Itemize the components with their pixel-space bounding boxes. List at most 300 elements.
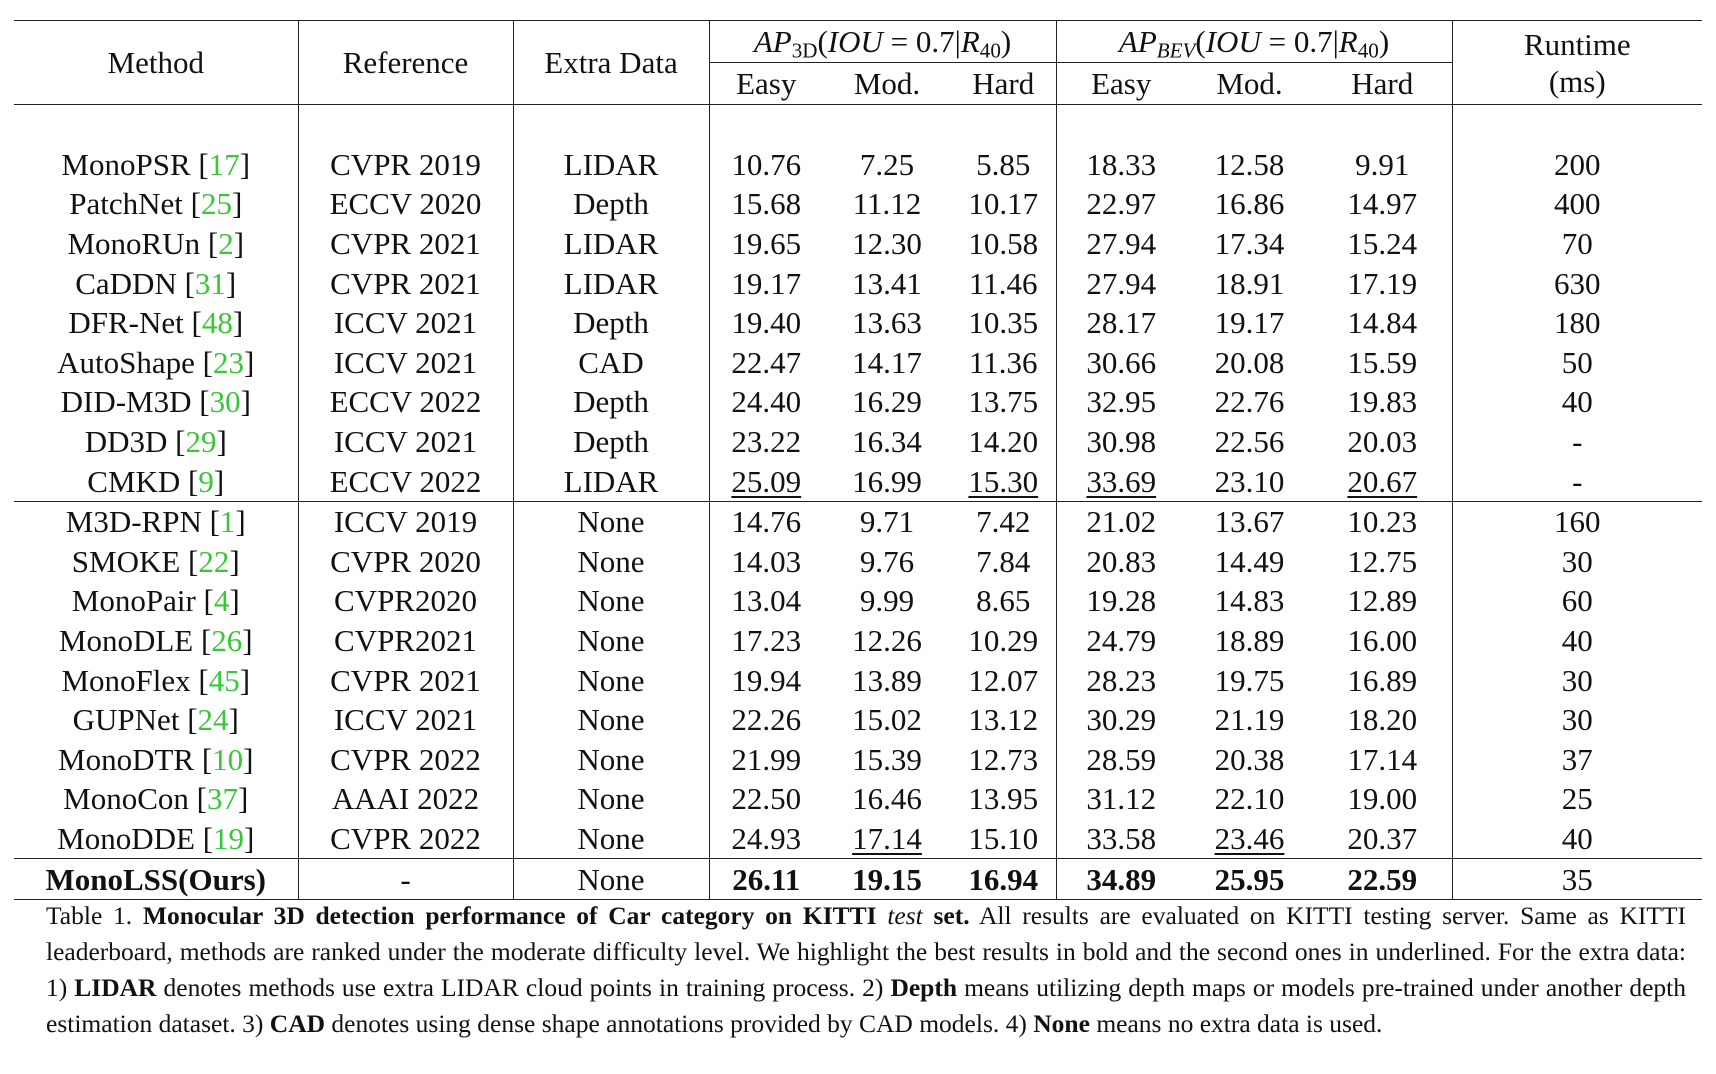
metric-cell: [1186, 382, 1313, 422]
metric-cell: [1186, 819, 1313, 859]
metric-cell: [1313, 263, 1452, 303]
metric-cell: [709, 461, 823, 501]
metric-value: 16.29: [852, 384, 922, 420]
metric-cell: [823, 542, 951, 582]
metric-value: 22.97: [1086, 186, 1157, 222]
metric-value: 14.84: [1347, 305, 1418, 341]
metric-cell: [1056, 581, 1186, 621]
citation-link[interactable]: 9: [198, 463, 214, 499]
citation-link[interactable]: 37: [207, 781, 238, 817]
table-caption: Table 1. Monocular 3D detection performance of Car category on KITTI test set. All results are evaluated on KITTI testing server. Same as KITTI leaderboard, methods are ranked under the moderate difficulty level. We highlight the best results in bold and the second ones in underlined. For the extra data: 1) LIDAR denotes methods use extra LIDAR cloud points in training process. 2) Depth means utilizing depth maps or models pre-trained under another depth estimation dataset. 3) CAD denotes using dense shape annotations provided by CAD models. 4) None means no extra data is used.: [46, 901, 1687, 1038]
metric-value: 16.99: [852, 463, 922, 499]
table-row: [14, 145, 1702, 185]
table-row: [14, 819, 1702, 859]
metric-value: 7.84: [976, 543, 1031, 579]
metric-value: 13.75: [968, 384, 1039, 420]
metric-cell: [1313, 422, 1452, 462]
metric-cell: [1186, 224, 1313, 264]
metric-value: 19.65: [731, 226, 802, 262]
table-row: [14, 382, 1702, 422]
citation-link[interactable]: 24: [197, 702, 229, 738]
metric-cell: [709, 303, 823, 343]
metric-value: 8.65: [976, 583, 1031, 619]
method-cell-content: MonoDTR [10]: [58, 741, 254, 777]
extra-data-cell: LIDAR: [513, 461, 709, 501]
metric-cell: [951, 145, 1056, 185]
metric-cell: [951, 542, 1056, 582]
reference-cell: ECCV 2022: [298, 461, 513, 501]
metric-cell: [1186, 700, 1313, 740]
metric-cell: [823, 660, 951, 700]
method-name: MonoDDE: [57, 820, 195, 856]
metric-value: 13.89: [852, 662, 922, 698]
metric-value: 19.00: [1347, 781, 1418, 817]
metric-value: 13.63: [852, 305, 922, 341]
metric-cell: [823, 263, 951, 303]
extra-data-cell: None: [513, 542, 709, 582]
citation-link[interactable]: 48: [201, 305, 233, 341]
metric-value: 9.99: [859, 583, 915, 619]
header-apbev-hard: Hard: [1313, 63, 1452, 105]
method-name: MonoFlex: [61, 662, 191, 698]
metric-value: 23.22: [731, 424, 802, 460]
metric-cell: [1186, 779, 1313, 819]
metric-cell: [1186, 581, 1313, 621]
citation-link[interactable]: 45: [208, 662, 240, 698]
extra-data-cell: Depth: [513, 382, 709, 422]
metric-value: 13.67: [1214, 504, 1285, 540]
header-ap3d-hard: Hard: [951, 63, 1056, 105]
metric-value: 33.58: [1086, 820, 1157, 856]
metric-value: 19.75: [1214, 662, 1285, 698]
metric-value: 12.30: [852, 226, 922, 262]
metric-value: 12.58: [1214, 146, 1285, 182]
metric-value: 15.02: [852, 702, 922, 738]
metric-cell: [823, 779, 951, 819]
metric-cell: [709, 343, 823, 383]
reference-cell: CVPR 2022: [298, 819, 513, 859]
metric-cell: [1056, 184, 1186, 224]
metric-value: 27.94: [1086, 226, 1157, 262]
metric-value: 16.00: [1347, 623, 1418, 659]
metric-value: 27.94: [1086, 265, 1157, 301]
extra-data-cell: None: [513, 501, 709, 541]
method-cell: [14, 700, 298, 740]
metric-value: 17.14: [852, 820, 922, 856]
metric-value: 14.17: [852, 344, 922, 380]
extra-data-cell: Depth: [513, 303, 709, 343]
metric-cell: [1313, 303, 1452, 343]
table-row: [14, 184, 1702, 224]
method-cell-content: CMKD [9]: [87, 463, 225, 499]
reference-cell: CVPR 2021: [298, 660, 513, 700]
method-name: AutoShape: [57, 344, 195, 380]
metric-value: 15.68: [731, 186, 802, 222]
header-gap-cell: [298, 105, 513, 145]
table-row: [14, 461, 1702, 501]
reference-cell: ICCV 2021: [298, 700, 513, 740]
metric-cell: [1186, 740, 1313, 780]
method-cell: [14, 740, 298, 780]
header-reference: Reference: [298, 21, 513, 105]
metric-cell: [951, 343, 1056, 383]
metric-value: 19.17: [1214, 305, 1285, 341]
metric-cell: [823, 700, 951, 740]
metric-cell: [1313, 621, 1452, 661]
metric-value: 10.76: [731, 146, 802, 182]
runtime-cell: -: [1572, 424, 1583, 460]
table-row: [14, 263, 1702, 303]
metric-cell: [951, 224, 1056, 264]
metric-cell: [709, 621, 823, 661]
metric-cell: [951, 621, 1056, 661]
metric-value: 23.10: [1214, 463, 1285, 499]
metric-cell: [1313, 224, 1452, 264]
citation-link[interactable]: 22: [198, 543, 230, 579]
metric-value: 25.09: [731, 463, 802, 499]
metric-cell: 25.95: [1186, 859, 1313, 900]
reference-cell: AAAI 2022: [298, 779, 513, 819]
method-name: MonoPair: [71, 583, 196, 619]
metric-value: 15.10: [968, 820, 1039, 856]
metric-value: 16.89: [1347, 662, 1418, 698]
extra-data-cell: None: [513, 700, 709, 740]
metric-cell: [823, 343, 951, 383]
metric-cell: [951, 700, 1056, 740]
metric-value: 21.19: [1214, 702, 1285, 738]
metric-value: 11.12: [852, 186, 922, 222]
table-row: [14, 581, 1702, 621]
metric-cell: [823, 621, 951, 661]
method-name: GUPNet: [72, 702, 180, 738]
metric-value: 30.29: [1086, 702, 1157, 738]
runtime-cell: 630: [1554, 265, 1601, 301]
header-apbev-mod: Mod.: [1186, 63, 1313, 105]
metric-value: 14.20: [968, 424, 1039, 460]
extra-data-cell: None: [513, 819, 709, 859]
header-ap3d-mod: Mod.: [823, 63, 951, 105]
table-row: [14, 343, 1702, 383]
method-cell: [14, 382, 298, 422]
metric-value: 10.58: [968, 226, 1039, 262]
metric-cell: [951, 303, 1056, 343]
method-name: MonoDLE: [58, 623, 194, 659]
method-cell: [14, 461, 298, 501]
method-name: DD3D: [84, 424, 168, 460]
runtime-cell: 50: [1561, 344, 1593, 380]
metric-value: 18.89: [1214, 623, 1285, 659]
metric-value: 28.17: [1086, 305, 1157, 341]
metric-cell: [823, 461, 951, 501]
metric-cell: [1056, 779, 1186, 819]
metric-value: 31.12: [1086, 781, 1157, 817]
header-method: Method: [14, 21, 298, 105]
metric-value: 24.79: [1086, 623, 1157, 659]
metric-value: 28.23: [1086, 662, 1157, 698]
metric-value: 24.93: [731, 820, 802, 856]
runtime-cell: 60: [1561, 583, 1593, 619]
metric-cell: [709, 542, 823, 582]
runtime-cell: 30: [1561, 662, 1593, 698]
method-cell: [14, 145, 298, 185]
metric-cell: [709, 501, 823, 541]
reference-cell: CVPR 2021: [298, 224, 513, 264]
metric-cell: [1056, 740, 1186, 780]
runtime-cell: 25: [1561, 781, 1593, 817]
metric-value: 14.83: [1214, 583, 1285, 619]
metric-value: 5.85: [976, 146, 1031, 182]
method-name: MonoRUn: [67, 226, 201, 262]
metric-value: 22.50: [731, 781, 802, 817]
method-cell-content: MonoCon [37]: [63, 781, 249, 817]
metric-value: 18.91: [1214, 265, 1285, 301]
reference-cell: CVPR 2022: [298, 740, 513, 780]
method-name: CMKD: [87, 463, 181, 499]
metric-cell: [709, 263, 823, 303]
metric-value: 22.76: [1214, 384, 1285, 420]
table-row: [14, 779, 1702, 819]
metric-cell: [823, 740, 951, 780]
metric-cell: [1056, 660, 1186, 700]
metric-value: 22.56: [1214, 424, 1285, 460]
metric-value: 12.75: [1347, 543, 1418, 579]
runtime-cell: 40: [1561, 384, 1593, 420]
reference-cell: ICCV 2019: [298, 501, 513, 541]
metric-cell: 34.89: [1056, 859, 1186, 900]
metric-value: 32.95: [1086, 384, 1157, 420]
metric-cell: [1186, 263, 1313, 303]
metric-value: 14.97: [1347, 186, 1418, 222]
method-cell-content: M3D-RPN [1]: [65, 504, 246, 540]
method-cell-content: MonoDLE [26]: [58, 623, 253, 659]
metric-value: 21.99: [731, 741, 802, 777]
metric-value: 10.23: [1347, 504, 1418, 540]
header-gap-cell: [823, 105, 951, 145]
extra-data-cell: None: [513, 581, 709, 621]
metric-value: 10.29: [968, 623, 1039, 659]
metric-value: 11.46: [968, 265, 1038, 301]
method-cell: [14, 343, 298, 383]
reference-cell: ECCV 2020: [298, 184, 513, 224]
extra-data-cell: CAD: [513, 343, 709, 383]
extra-data-cell: Depth: [513, 422, 709, 462]
metric-cell: [951, 819, 1056, 859]
metric-cell: [823, 303, 951, 343]
method-cell: [14, 819, 298, 859]
method-name: MonoPSR: [61, 146, 191, 182]
header-gap-cell: [513, 105, 709, 145]
metric-value: 15.39: [852, 741, 922, 777]
method-cell-content: DID-M3D [30]: [60, 384, 251, 420]
metric-cell: [951, 422, 1056, 462]
metric-cell: [1313, 542, 1452, 582]
extra-data-cell: None: [513, 621, 709, 661]
metric-cell: [709, 779, 823, 819]
reference-cell: CVPR 2020: [298, 542, 513, 582]
method-cell-content: SMOKE [22]: [71, 543, 240, 579]
metric-cell: [951, 184, 1056, 224]
metric-cell: 16.94: [951, 859, 1056, 900]
metric-value: 13.41: [852, 265, 922, 301]
metric-cell: [1186, 303, 1313, 343]
method-cell-content: GUPNet [24]: [72, 702, 239, 738]
metric-value: 33.69: [1086, 463, 1157, 499]
method-cell: [14, 779, 298, 819]
metric-cell: [1056, 422, 1186, 462]
table-row: [14, 224, 1702, 264]
method-name: PatchNet: [69, 186, 183, 222]
reference-cell: CVPR2021: [298, 621, 513, 661]
metric-cell: [709, 184, 823, 224]
metric-value: 13.95: [968, 781, 1039, 817]
metric-value: 19.83: [1347, 384, 1418, 420]
metric-cell: [1186, 422, 1313, 462]
metric-value: 22.47: [731, 344, 802, 380]
metric-cell: [1056, 542, 1186, 582]
method-cell-content: MonoRUn [2]: [67, 226, 245, 262]
metric-value: 13.04: [731, 583, 802, 619]
header-gap-cell: [1452, 105, 1702, 145]
metric-value: 16.86: [1214, 186, 1285, 222]
metric-value: 11.36: [968, 344, 1038, 380]
metric-cell: [1313, 461, 1452, 501]
method-name: CaDDN: [75, 265, 177, 301]
runtime-cell: 37: [1561, 741, 1593, 777]
reference-cell: ICCV 2021: [298, 422, 513, 462]
metric-cell: [709, 700, 823, 740]
metric-value: 15.30: [968, 463, 1039, 499]
metric-cell: [709, 581, 823, 621]
metric-cell: [1313, 819, 1452, 859]
metric-cell: [1186, 542, 1313, 582]
citation-link[interactable]: 4: [213, 583, 230, 619]
metric-value: 14.49: [1214, 543, 1285, 579]
metric-cell: [1056, 224, 1186, 264]
metric-cell: [951, 382, 1056, 422]
metric-value: 10.17: [968, 186, 1039, 222]
header-gap-cell: [951, 105, 1056, 145]
method-name: SMOKE: [71, 543, 181, 579]
citation-link[interactable]: 23: [213, 344, 244, 380]
citation-link[interactable]: 31: [194, 265, 226, 301]
reference-cell: ECCV 2022: [298, 382, 513, 422]
metric-cell: [709, 740, 823, 780]
method-cell: [14, 542, 298, 582]
metric-value: 16.34: [852, 424, 922, 460]
citation-link[interactable]: 26: [211, 623, 243, 659]
metric-value: 23.46: [1214, 820, 1285, 856]
header-ap3d-easy: Easy: [709, 63, 823, 105]
extra-data-cell: LIDAR: [513, 263, 709, 303]
metric-cell: [823, 819, 951, 859]
header-apbev-easy: Easy: [1056, 63, 1186, 105]
method-name: MonoDTR: [58, 741, 195, 777]
runtime-cell: 30: [1561, 702, 1593, 738]
method-name: DID-M3D: [60, 384, 192, 420]
metric-value: 12.73: [968, 741, 1039, 777]
extra-data-cell: None: [513, 779, 709, 819]
runtime-cell: 70: [1561, 226, 1593, 262]
metric-value: 20.83: [1086, 543, 1157, 579]
metric-value: 20.08: [1214, 344, 1285, 380]
table-row: [14, 700, 1702, 740]
metric-value: 14.76: [731, 504, 802, 540]
metric-value: 9.71: [859, 504, 915, 540]
metric-cell: [1313, 740, 1452, 780]
metric-cell: 26.11: [709, 859, 823, 900]
metric-value: 10.35: [968, 305, 1039, 341]
method-cell: [14, 303, 298, 343]
citation-link[interactable]: 17: [208, 146, 240, 182]
runtime-cell: 200: [1554, 146, 1601, 182]
metric-cell: [951, 740, 1056, 780]
method-cell-content: PatchNet [25]: [69, 186, 243, 222]
method-name: M3D-RPN: [65, 504, 202, 540]
metric-value: 9.76: [859, 543, 915, 579]
citation-link[interactable]: 19: [213, 820, 245, 856]
metric-cell: [1313, 343, 1452, 383]
metric-cell: [1056, 145, 1186, 185]
metric-cell: [1056, 819, 1186, 859]
reference-cell: CVPR 2019: [298, 145, 513, 185]
metric-value: 30.66: [1086, 344, 1157, 380]
metric-value: 12.26: [852, 623, 922, 659]
metric-cell: [1313, 581, 1452, 621]
results-table-body: [14, 105, 1702, 900]
header-extra-data: Extra Data: [513, 21, 709, 105]
metric-cell: [1186, 343, 1313, 383]
extra-data-cell: LIDAR: [513, 145, 709, 185]
results-table-container: [14, 20, 1702, 900]
metric-value: 20.37: [1347, 820, 1418, 856]
metric-cell: [1056, 621, 1186, 661]
metric-value: 13.12: [968, 702, 1039, 738]
metric-cell: [709, 422, 823, 462]
metric-value: 18.33: [1086, 146, 1157, 182]
metric-value: 12.89: [1347, 583, 1418, 619]
citation-link[interactable]: 30: [209, 384, 241, 420]
reference-cell: CVPR2020: [298, 581, 513, 621]
metric-cell: [823, 382, 951, 422]
table-row: [14, 501, 1702, 541]
runtime-cell: 160: [1452, 501, 1702, 541]
method-cell: [14, 501, 298, 541]
metric-value: 15.24: [1347, 226, 1418, 262]
metric-value: 22.26: [731, 702, 802, 738]
table-row: [14, 740, 1702, 780]
method-cell-content: DFR-Net [48]: [68, 305, 244, 341]
method-cell-content: MonoFlex [45]: [61, 662, 251, 698]
citation-link[interactable]: 2: [218, 226, 234, 262]
metric-value: 15.59: [1347, 344, 1418, 380]
metric-cell: [823, 501, 951, 541]
metric-value: 19.40: [731, 305, 802, 341]
metric-cell: [709, 145, 823, 185]
citation-link[interactable]: 10: [212, 741, 244, 777]
citation-link[interactable]: 1: [219, 504, 236, 540]
header-gap-cell: [14, 105, 298, 145]
metric-cell: [1313, 145, 1452, 185]
method-name: MonoCon: [63, 781, 189, 817]
reference-cell: CVPR 2021: [298, 263, 513, 303]
citation-link[interactable]: 29: [185, 424, 217, 460]
reference-cell: ICCV 2021: [298, 343, 513, 383]
method-cell-content: MonoPSR [17]: [61, 146, 251, 182]
metric-cell: 22.59: [1313, 859, 1452, 900]
citation-link[interactable]: 25: [200, 186, 232, 222]
metric-cell: [1056, 343, 1186, 383]
metric-cell: [1186, 184, 1313, 224]
